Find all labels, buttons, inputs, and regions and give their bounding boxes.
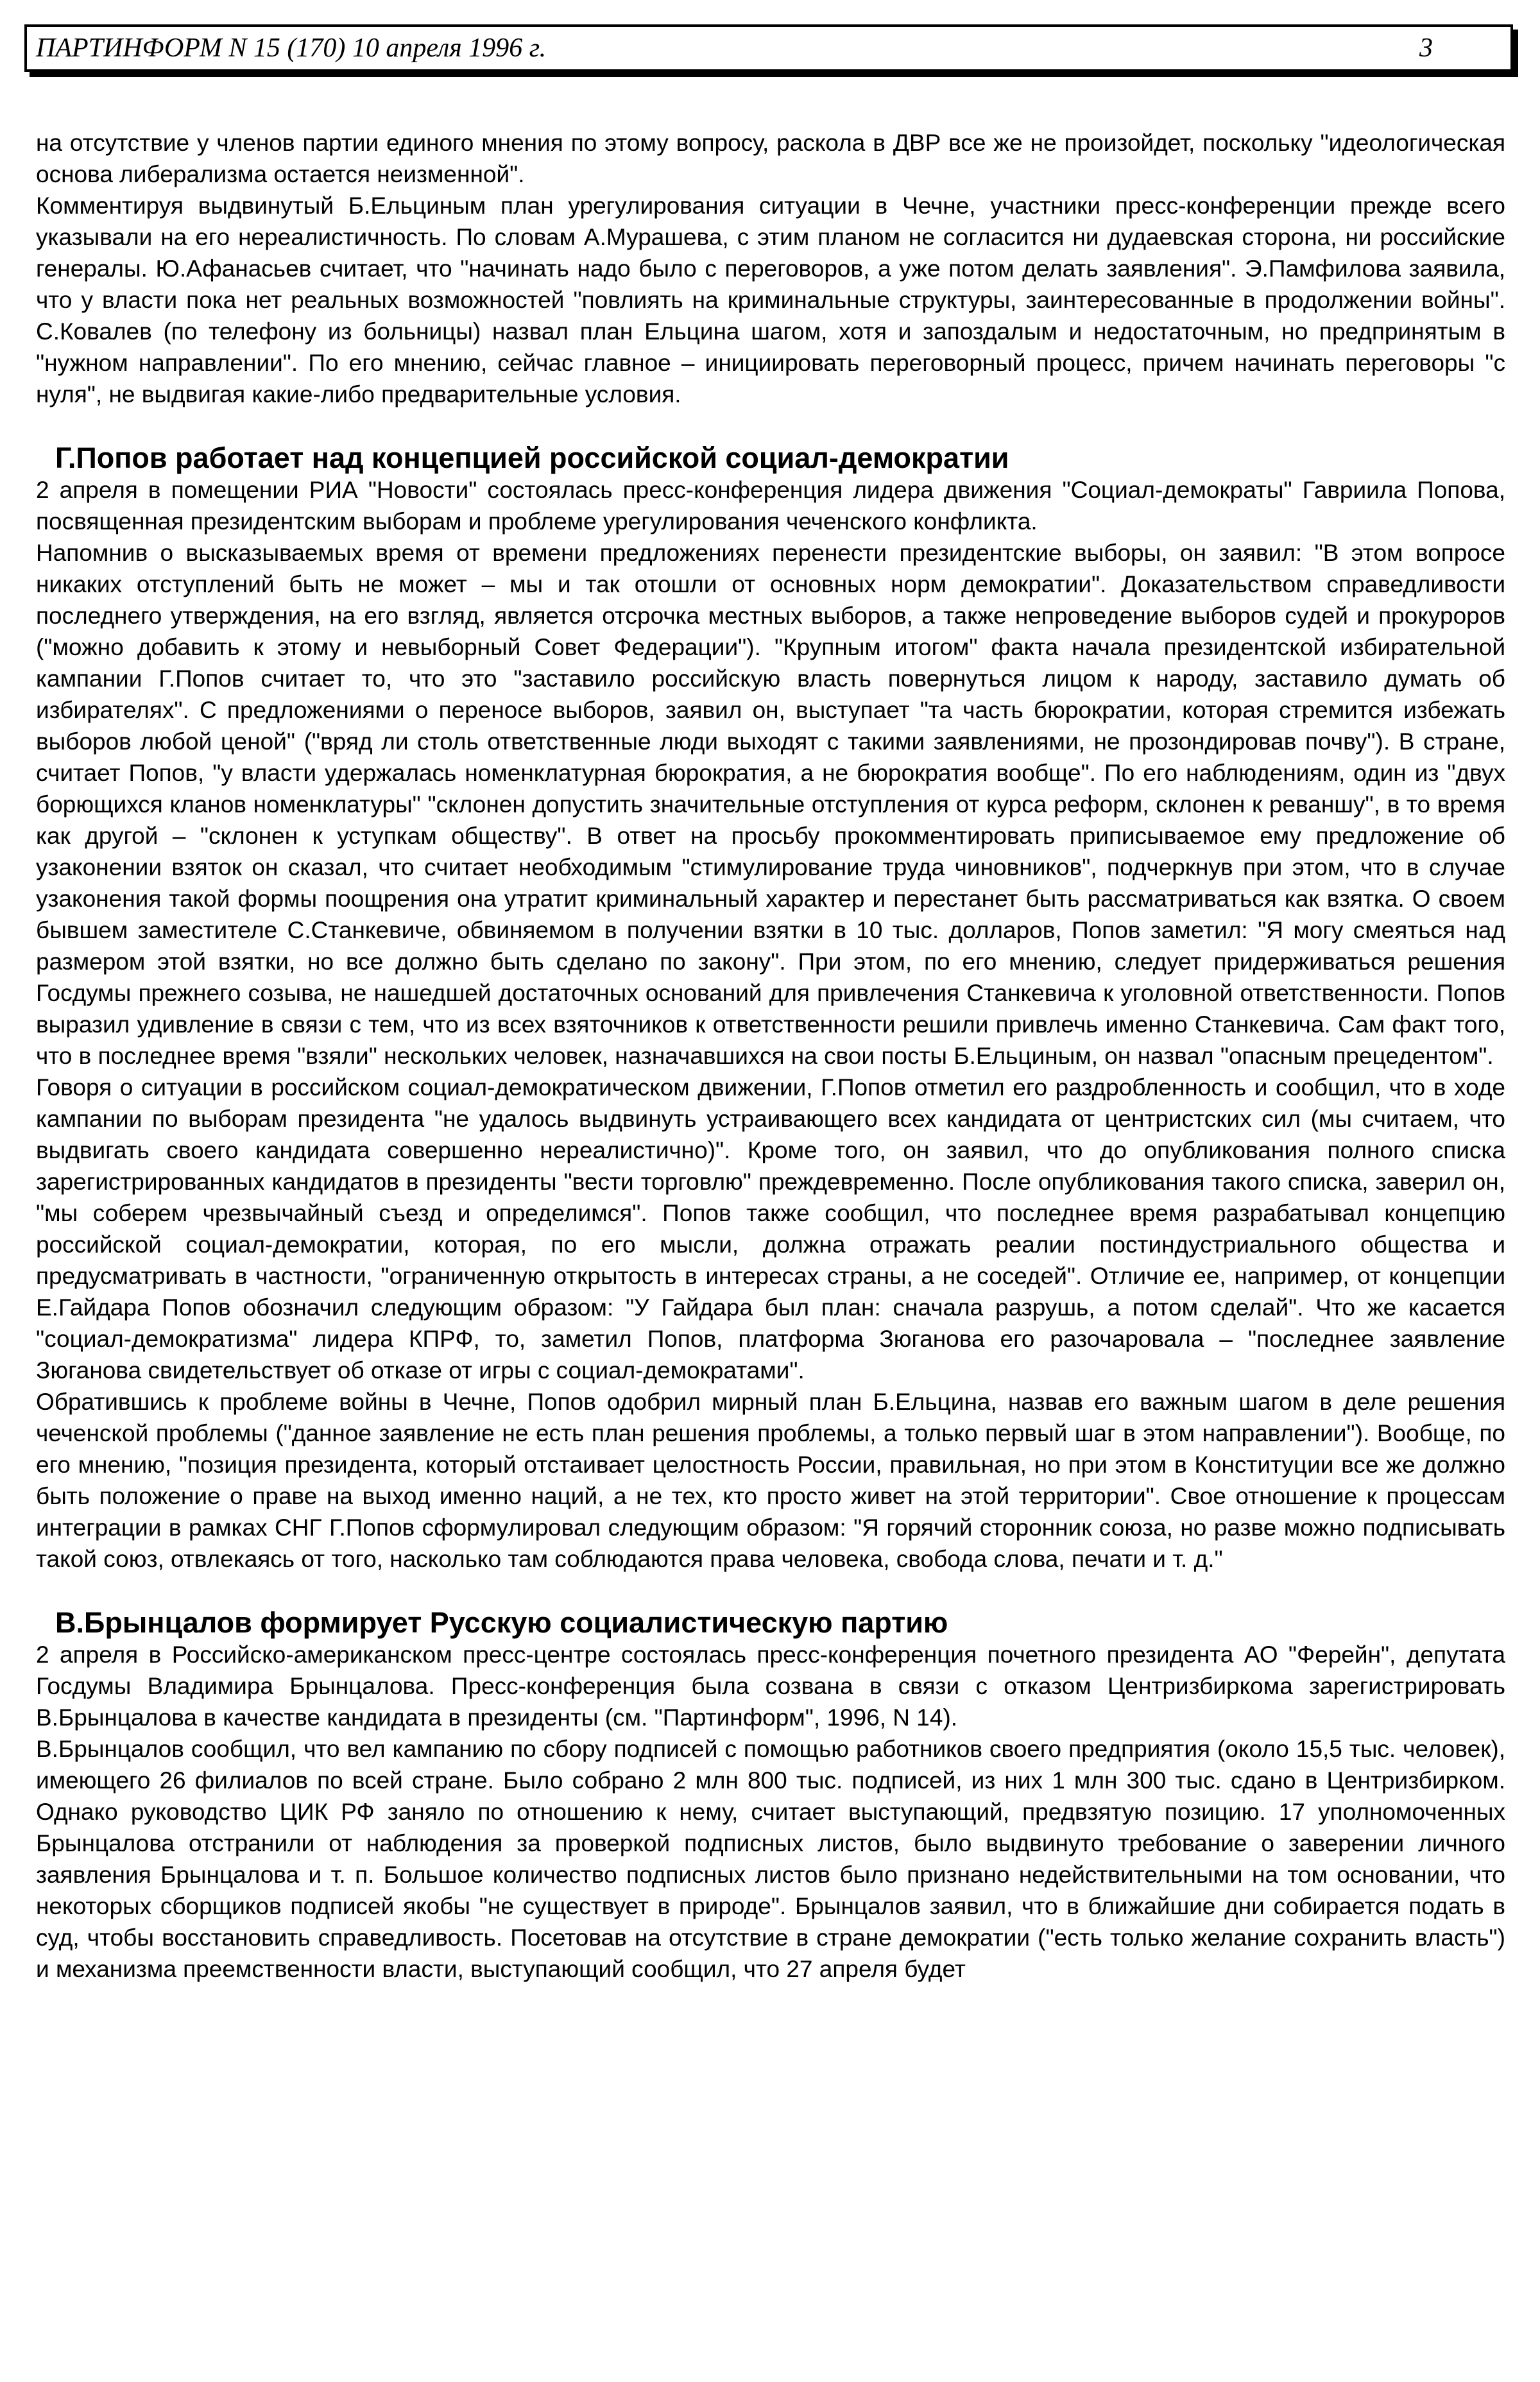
paragraph: Обратившись к проблеме войны в Чечне, Попов одобрил мирный план Б.Ельцина, назвав его важным шагом в деле решения чеченской проблемы ("данное заявление не есть план решения проблемы, а только первый шаг в этом направлении"). Вообще, по его мнению, "позиция президента, который отстаивает целостность России, правильная, но при этом в Конституции все же должно быть положение о праве на выход именно наций, а не тех, кто просто живет на этой территории". Свое отношение к процессам интеграции в рамках СНГ Г.Попов сформулировал следующим образом: "Я горячий сторонник союза, но разве можно подписывать такой союз, отвлекаясь от того, насколько там соблюдаются права человека, свобода слова, печати и т. д." [36, 1389, 1505, 1572]
paragraph: Говоря о ситуации в российском социал-демократическом движении, Г.Попов отметил его раздробленность и сообщил, что в ходе кампании по выборам президента "не удалось выдвинуть устраивающего всех кандидата от центристских сил (мы считаем, что выдвигать своего кандидата совершенно нереалистично)". Кроме того, он заявил, что до опубликования полного списка зарегистрированных кандидатов в президенты "вести торговлю" преждевременно. После опубликования такого списка, заверил он, "мы соберем чрезвычайный съезд и определимся". Попов также сообщил, что последнее время разрабатывал концепцию российской социал-демократии, которая, по его мысли, должна отражать реалии постиндустриального общества и предусматривать в частности, "ограниченную открытость в интересах страны, а не соседей". Отличие ее, например, от концепции Е.Гайдара Попов обозначил следующим образом: "У Гайдара был план: сначала разрушь, а потом сделай". Что же касается "социал-демократизма" лидера КПРФ, то, заметил Попов, платформа Зюганова его разочаровала – "последнее заявление Зюганова свидетельствует об отказе от игры с социал-демократами". [36, 1074, 1505, 1384]
page-number: 3 [1419, 33, 1433, 63]
paragraph: 2 апреля в Российско-американском пресс-центре состоялась пресс-конференция почетного президента АО "Ферейн", депутата Госдумы Владимира Брынцалова. Пресс-конференция была созвана в связи с отказом Центризбиркома зарегистрировать В.Брынцалова в качестве кандидата в президенты (см. "Партинформ", 1996, N 14). [36, 1641, 1505, 1731]
page-header [24, 24, 1513, 72]
publication-title: ПАРТИНФОРМ N 15 (170) 10 апреля 1996 г. [36, 33, 547, 63]
headline-bryntsalov: В.Брынцалов формирует Русскую социалистическую партию [55, 1606, 948, 1639]
headline-popov: Г.Попов работает над концепцией российской социал-демократии [55, 441, 1009, 474]
paragraph: 2 апреля в помещении РИА "Новости" состоялась пресс-конференция лидера движения "Социал-демократы" Гавриила Попова, посвященная президентским выборам и проблеме урегулирования чеченского конфликта. [36, 477, 1505, 535]
article-body [36, 127, 1505, 1985]
paragraph: Напомнив о высказываемых время от времени предложениях перенести президентские выборы, он заявил: "В этом вопросе никаких отступлений быть не может – мы и так отошли от основных норм демократии". Доказательством справедливости последнего утверждения, на его взгляд, является отсрочка местных выборов, а также непроведение выборов судей и прокуроров ("можно добавить к этому и невыборный Совет Федерации"). "Крупным итогом" факта начала президентской избирательной кампании Г.Попов считает то, что это "заставило российскую власть повернуться лицом к народу, заставило думать об избирателях". С предложениями о переносе выборов, заявил он, выступает "та часть бюрократии, которая стремится избежать выборов любой ценой" ("вряд ли столь ответственные люди выходят с такими заявлениями, не прозондировав почву"). В стране, считает Попов, "у власти удержалась номенклатурная бюрократия, а не бюрократия вообще". По его наблюдениям, один из "двух борющихся кланов номенклатуры" "склонен допустить значительные отступления от курса реформ, склонен к реваншу", в то время как другой – "склонен к уступкам обществу". В ответ на просьбу прокомментировать приписываемое ему предложение об узаконении взяток он сказал, что считает необходимым "стимулирование труда чиновников", подчеркнув при этом, что в случае узаконения такой формы поощрения она утратит криминальный характер и перестанет быть рассматриваться как взятка. О своем бывшем заместителе С.Станкевиче, обвиняемом в получении взятки в 10 тыс. долларов, Попов заметил: "Я могу смеяться над размером этой взятки, но все должно быть сделано по закону". При этом, по его мнению, следует придерживаться решения Госдумы прежнего созыва, не нашедшей достаточных оснований для привлечения Станкевича к уголовной ответственности. Попов выразил удивление в связи с тем, что из всех взяточников к ответственности решили привлечь именно Станкевича. Сам факт того, что в последнее время "взяли" нескольких человек, назначавшихся на свои посты Б.Ельциным, он назвал "опасным прецедентом". [36, 540, 1505, 1069]
paragraph: В.Брынцалов сообщил, что вел кампанию по сбору подписей с помощью работников своего предприятия (около 15,5 тыс. человек), имеющего 26 филиалов по всей стране. Было собрано 2 млн 800 тыс. подписей, из них 1 млн 300 тыс. сдано в Центризбирком. Однако руководство ЦИК РФ заняло по отношению к нему, считает выступающий, предвзятую позицию. 17 уполномоченных Брынцалова отстранили от наблюдения за проверкой подписных листов, было выдвинуто требование о заверении личного заявления Брынцалова и т. п. Большое количество подписных листов было признано недействительными на том основании, что некоторых сборщиков подписей якобы "не существует в природе". Брынцалов заявил, что в ближайшие дни собирается подать в суд, чтобы восстановить справедливость. Посетовав на отсутствие в стране демократии ("есть только желание сохранить власть") и механизма преемственности власти, выступающий сообщил, что 27 апреля будет [36, 1736, 1505, 1982]
paragraph: Комментируя выдвинутый Б.Ельциным план урегулирования ситуации в Чечне, участники пресс-конференции прежде всего указывали на его нереалистичность. По словам А.Мурашева, с этим планом не согласится ни дудаевская сторона, ни российские генералы. Ю.Афанасьев считает, что "начинать надо было с переговоров, а уже потом делать заявления". Э.Памфилова заявила, что у власти пока нет реальных возможностей "повлиять на криминальные структуры, заинтересованные в продолжении войны". С.Ковалев (по телефону из больницы) назвал план Ельцина шагом, хотя и запоздалым и недостаточным, но предпринятым в "нужном направлении". По его мнению, сейчас главное – инициировать переговорный процесс, причем начинать переговоры "с нуля", не выдвигая какие-либо предварительные условия. [36, 193, 1505, 407]
paragraph: на отсутствие у членов партии единого мнения по этому вопросу, раскола в ДВР все же не произойдет, поскольку "идеологическая основа либерализма остается неизменной". [36, 130, 1505, 187]
